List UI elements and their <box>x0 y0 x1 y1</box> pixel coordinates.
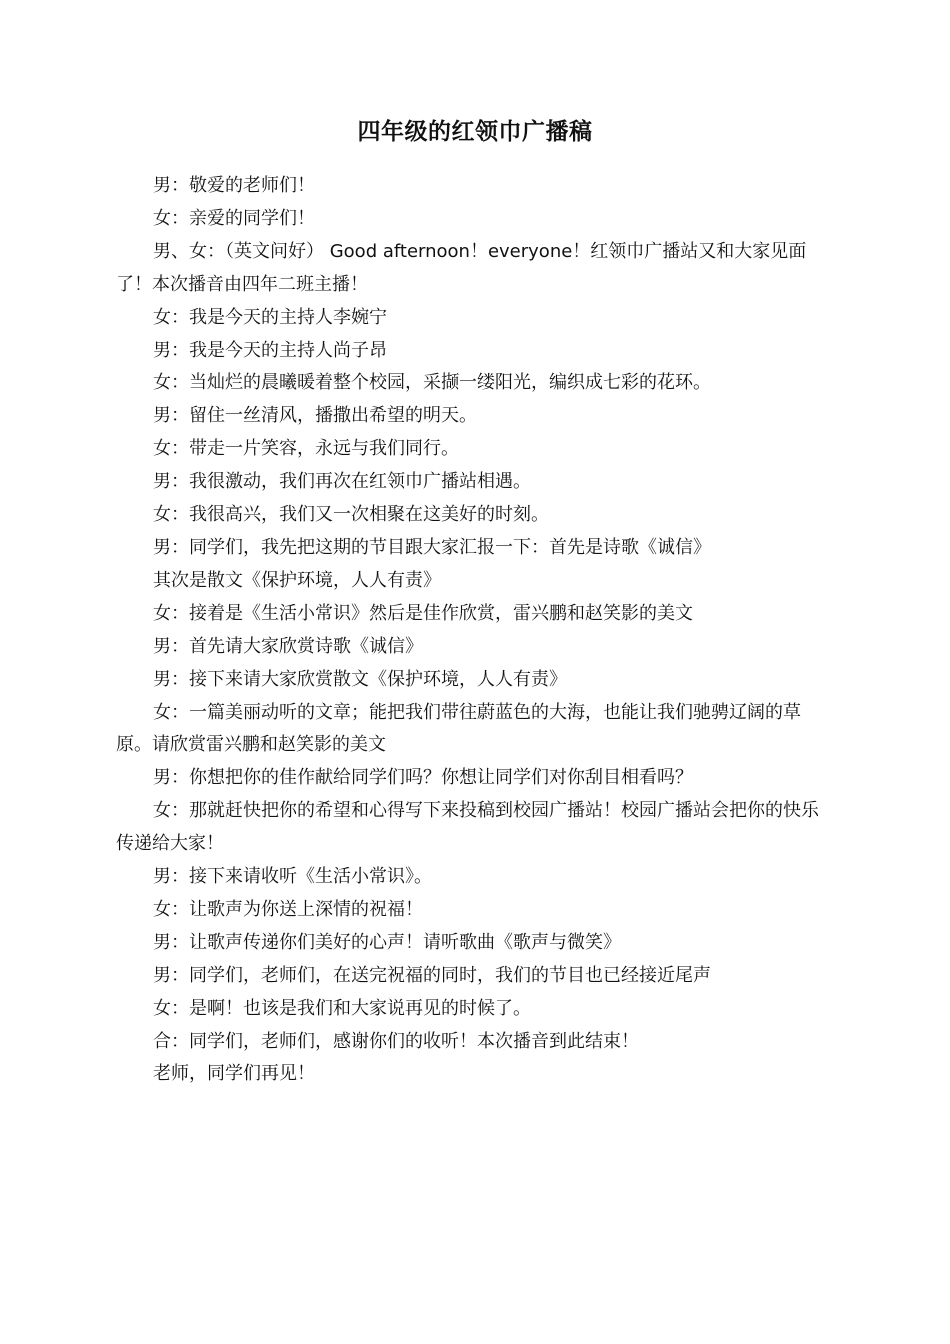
paragraph: 女：亲爱的同学们！ <box>153 207 315 229</box>
paragraph: 男：接下来请收听《生活小常识》。 <box>153 866 432 888</box>
paragraph: 男：敬爱的老师们！ <box>153 175 315 196</box>
paragraph: 男：首先请大家欣赏诗歌《诚信》 <box>153 635 423 657</box>
paragraph: 女：是啊！也该是我们和大家说再见的时候了。 <box>153 997 531 1019</box>
paragraph: 女：当灿烂的晨曦暖着整个校园，采撷一缕阳光，编织成七彩的花环。 <box>153 372 711 394</box>
paragraph: 男：你想把你的佳作献给同学们吗？你想让同学们对你刮目相看吗？ <box>153 767 693 789</box>
paragraph: 女：带走一片笑容，永远与我们同行。 <box>153 438 459 460</box>
paragraph: 合：同学们，老师们，感谢你们的收听！本次播音到此结束！ <box>153 1030 639 1052</box>
paragraph: 女：一篇美丽动听的文章；能把我们带往蔚蓝色的大海，也能让我们驰骋辽阔的草原。请欣赏雷兴鹏和赵笑影的美文 <box>116 701 801 756</box>
paragraph: 男：接下来请大家欣赏散文《保护环境，人人有责》 <box>153 668 567 690</box>
paragraph: 男、女：（英文问好） Good afternoon！everyone！红领巾广播站又和大家见面了！本次播音由四年二班主播！ <box>116 240 807 295</box>
paragraph: 女：让歌声为你送上深情的祝福！ <box>153 898 423 920</box>
paragraph: 男：留住一丝清风，播撒出希望的明天。 <box>153 405 477 427</box>
paragraph: 女：接着是《生活小常识》然后是佳作欣赏，雷兴鹏和赵笑影的美文 <box>153 602 693 624</box>
paragraph: 女：那就赶快把你的希望和心得写下来投稿到校园广播站！校园广播站会把你的快乐传递给大家！ <box>116 800 819 855</box>
paragraph: 男：同学们，我先把这期的节目跟大家汇报一下：首先是诗歌《诚信》 <box>153 536 711 558</box>
paragraph: 男：我很激动，我们再次在红领巾广播站相遇。 <box>153 471 531 493</box>
paragraph: 女：我是今天的主持人李婉宁 <box>153 306 387 328</box>
paragraph: 其次是散文《保护环境，人人有责》 <box>153 569 441 591</box>
paragraph: 男：同学们，老师们，在送完祝福的同时，我们的节目也已经接近尾声 <box>153 964 711 986</box>
document-body <box>116 170 834 1091</box>
document-title: 四年级的红领巾广播稿 <box>357 119 593 145</box>
paragraph: 老师，同学们再见！ <box>153 1063 315 1085</box>
paragraph: 男：我是今天的主持人尚子昂 <box>153 339 387 361</box>
paragraph: 男：让歌声传递你们美好的心声！请听歌曲《歌声与微笑》 <box>153 931 621 953</box>
paragraph: 女：我很高兴，我们又一次相聚在这美好的时刻。 <box>153 504 549 526</box>
